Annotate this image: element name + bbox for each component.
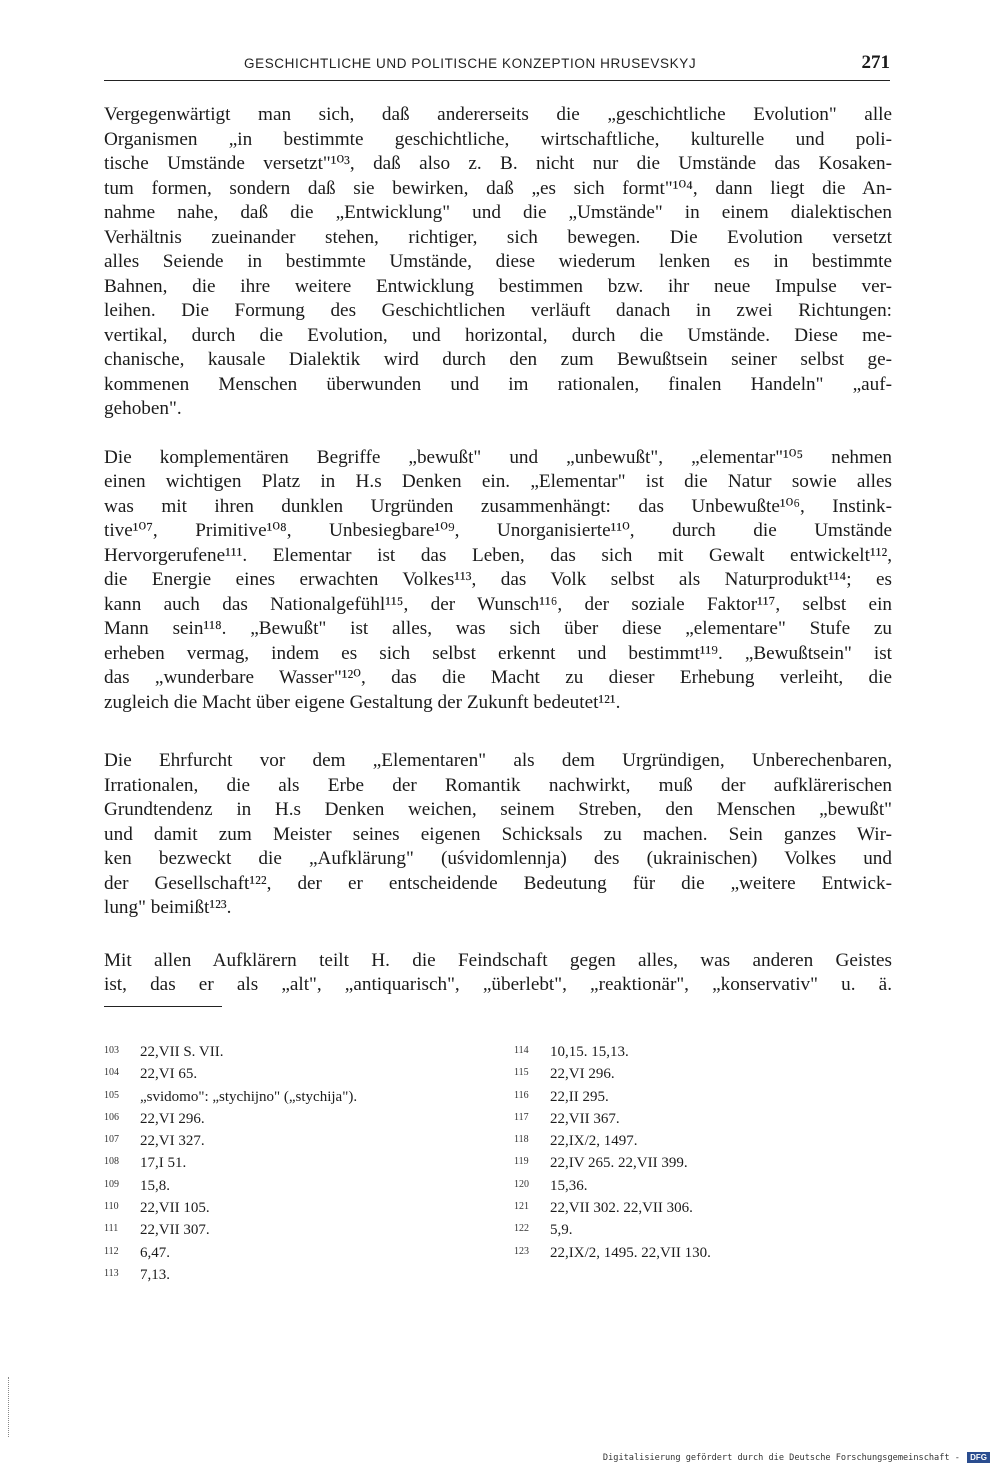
text-line: einen wichtigen Platz in H.s Denken ein. „Elementar" ist die Natur sowie alles [104, 471, 892, 492]
footnote-number: 108 [104, 1156, 119, 1168]
footnote-number: 115 [514, 1067, 529, 1079]
footnote-number: 116 [514, 1089, 529, 1101]
footnote-item [514, 1108, 894, 1130]
footnote-text: 22,VII S. VII. [140, 1044, 224, 1060]
footnote-number: 119 [514, 1156, 529, 1168]
footnote-text: 22,VI 327. [140, 1133, 205, 1150]
text-line: kommenen Menschen überwunden und im rationalen, finalen Handeln" „auf- [104, 373, 892, 395]
footnote-number: 118 [514, 1134, 529, 1146]
footnote-item [514, 1175, 894, 1197]
text-line: ist, das er als „alt", „antiquarisch", „überlebt", „reaktionär", „konservativ" u. ä. [104, 974, 892, 995]
footnote-number: 105 [104, 1089, 119, 1101]
footnote-number: 121 [514, 1201, 529, 1213]
footnote-text: 22,IX/2, 1497. [550, 1133, 638, 1150]
text-line: kann auch das Nationalgefühl¹¹⁵, der Wunsch¹¹⁶, der soziale Faktor¹¹⁷, selbst ein [104, 593, 892, 615]
text-line: zugleich die Macht über eigene Gestaltung der Zukunft bedeutet¹²¹. [104, 691, 621, 713]
text-line: Irrationalen, die als Erbe der Romantik nachwirkt, muß der aufklärerischen [104, 774, 892, 796]
paragraph [104, 949, 892, 998]
text-line: gehoben". [104, 398, 182, 419]
footnote-number: 114 [514, 1045, 529, 1056]
text-line: tum formen, sondern daß sie bewirken, daß „es sich formt"¹⁰⁴, dann liegt die An- [104, 177, 892, 199]
text-line: Mit allen Aufklärern teilt H. die Feindschaft gegen alles, was anderen Geistes [104, 949, 892, 971]
text-line: der Gesellschaft¹²², der er entscheidende Bedeutung für die „weitere Entwick- [104, 872, 892, 894]
footnote-item [104, 1197, 484, 1219]
footnote-divider [104, 1006, 222, 1007]
text-line: vertikal, durch die Evolution, und horizontal, durch die Umstände. Diese me- [104, 324, 892, 346]
text-line: Verhältnis zueinander stehen, richtiger, sich bewegen. Die Evolution versetzt [104, 226, 892, 248]
text-line: Mann sein¹¹⁸. „Bewußt" ist alles, was sich über diese „elementare" Stufe zu [104, 618, 892, 639]
text-line: Grundtendenz in H.s Denken weichen, seinem Streben, den Menschen „bewußt" [104, 799, 892, 820]
footnote-text: 22,VII 302. 22,VII 306. [550, 1200, 693, 1217]
footnote-item [104, 1130, 484, 1152]
dfg-logo: DFG [967, 1452, 990, 1463]
text-line: leihen. Die Formung des Geschichtlichen verläuft danach in zwei Richtungen: [104, 300, 892, 321]
footnote-number: 110 [104, 1201, 119, 1213]
text-line: und damit zum Meister seines eigenen Schicksals zu machen. Sein ganzes Wir- [104, 823, 892, 845]
text-line: Vergegenwärtigt man sich, daß andererseits die „geschichtliche Evolution" alle [104, 104, 892, 125]
running-title: GESCHICHTLICHE UND POLITISCHE KONZEPTION HRUSEVSKYJ [244, 56, 697, 71]
footnote-text: 22,IV 265. 22,VII 399. [550, 1155, 688, 1172]
text-line: Die Ehrfurcht vor dem „Elementaren" als dem Urgründigen, Unberechenbaren, [104, 750, 892, 771]
text-line: was mit ihren dunklen Urgründen zusammenhängt: das Unbewußte¹⁰⁶, Instink- [104, 495, 892, 517]
text-line: erheben vermag, indem es sich selbst erkennt und bestimmt¹¹⁹. „Bewußtsein" ist [104, 642, 892, 664]
footnote-item [104, 1242, 484, 1264]
scan-margin-marks [8, 1377, 11, 1437]
footnote-text: 22,VI 296. [550, 1066, 615, 1083]
footnote-item [104, 1219, 484, 1241]
footnote-item [514, 1242, 894, 1264]
body-text [104, 103, 892, 998]
footnote-item [104, 1063, 484, 1085]
footnote-text: 10,15. 15,13. [550, 1044, 629, 1060]
text-line: Organismen „in bestimmte geschichtliche, wirtschaftliche, kulturelle und poli- [104, 128, 892, 150]
footnote-number: 112 [104, 1245, 119, 1257]
footnotes-right-column [514, 1041, 894, 1264]
text-line: tische Umstände versetzt"¹⁰³, daß also z. B. nicht nur die Umstände das Kosaken- [104, 153, 892, 174]
footnote-item [514, 1086, 894, 1108]
footnote-item [104, 1041, 484, 1063]
footnote-text: 6,47. [140, 1244, 170, 1261]
text-line: alles Seiende in bestimmte Umstände, diese wiederum lenken es in bestimmte [104, 251, 892, 272]
footnote-item [514, 1130, 894, 1152]
paragraph [104, 749, 892, 921]
paragraph [104, 446, 892, 716]
footnote-item [514, 1152, 894, 1174]
footnote-number: 120 [514, 1178, 529, 1190]
text-line: ken bezweckt die „Aufklärung" (uśvidomlennja) des (ukrainischen) Volkes und [104, 848, 892, 869]
footnote-text: 22,II 295. [550, 1088, 609, 1105]
text-line: chanische, kausale Dialektik wird durch den zum Bewußtsein seiner selbst ge- [104, 349, 892, 370]
footnote-number: 111 [104, 1223, 119, 1235]
footnote-text: 15,36. [550, 1177, 588, 1194]
footnote-number: 117 [514, 1111, 529, 1123]
text-line: Hervorgerufene¹¹¹. Elementar ist das Leben, das sich mit Gewalt entwickelt¹¹², [104, 544, 892, 566]
footnote-number: 123 [514, 1245, 529, 1257]
footnote-text: 22,VI 296. [140, 1110, 205, 1127]
footnote-item [104, 1108, 484, 1130]
footnote-item [104, 1086, 484, 1108]
footnote-item [514, 1041, 894, 1063]
footnote-text: 5,9. [550, 1222, 573, 1239]
footnote-item [104, 1152, 484, 1174]
footnote-text: 7,13. [140, 1266, 170, 1283]
footnote-text: 22,IX/2, 1495. 22,VII 130. [550, 1244, 711, 1261]
text-line: das „wunderbare Wasser"¹²⁰, das die Macht zu dieser Erhebung verleiht, die [104, 667, 892, 688]
text-line: lung" beimißt¹²³. [104, 897, 232, 918]
footnote-number: 103 [104, 1045, 119, 1056]
footnote-text: 22,VII 367. [550, 1110, 620, 1127]
footnote-number: 104 [104, 1067, 119, 1079]
page-number: 271 [861, 52, 890, 73]
footnote-text: 22,VII 105. [140, 1200, 210, 1217]
footnote-text: 22,VII 307. [140, 1222, 210, 1239]
credit-text: Digitalisierung gefördert durch die Deutsche Forschungsgemeinschaft - [602, 1453, 960, 1463]
footnotes-left-column [104, 1041, 484, 1286]
text-line: tive¹⁰⁷, Primitive¹⁰⁸, Unbesiegbare¹⁰⁹, Unorganisierte¹¹⁰, durch die Umstände [104, 520, 892, 541]
footnote-item [514, 1197, 894, 1219]
footnote-number: 122 [514, 1223, 529, 1235]
paragraph [104, 103, 892, 422]
text-line: die Energie eines erwachten Volkes¹¹³, das Volk selbst als Naturprodukt¹¹⁴; es [104, 569, 892, 590]
page-header [104, 52, 890, 81]
footnote-number: 113 [104, 1267, 119, 1279]
footnote-number: 106 [104, 1111, 119, 1123]
footnote-number: 109 [104, 1178, 119, 1190]
footnote-item [104, 1175, 484, 1197]
footnote-item [104, 1264, 484, 1286]
digitization-credit [603, 1452, 990, 1463]
footnote-number: 107 [104, 1134, 119, 1146]
footnote-text: 17,I 51. [140, 1155, 187, 1172]
text-line: Bahnen, die ihre weitere Entwicklung bestimmen bzw. ihr neue Impulse ver- [104, 275, 892, 297]
footnote-item [514, 1219, 894, 1241]
text-line: nahme nahe, daß die „Entwicklung" und die „Umstände" in einem dialektischen [104, 202, 892, 223]
footnote-item [514, 1063, 894, 1085]
footnote-text: „svidomo": „stychijno" („stychija"). [140, 1088, 358, 1105]
text-line: Die komplementären Begriffe „bewußt" und „unbewußt", „elementar"¹⁰⁵ nehmen [104, 446, 892, 468]
footnote-text: 22,VI 65. [140, 1066, 198, 1083]
footnote-text: 15,8. [140, 1177, 170, 1194]
